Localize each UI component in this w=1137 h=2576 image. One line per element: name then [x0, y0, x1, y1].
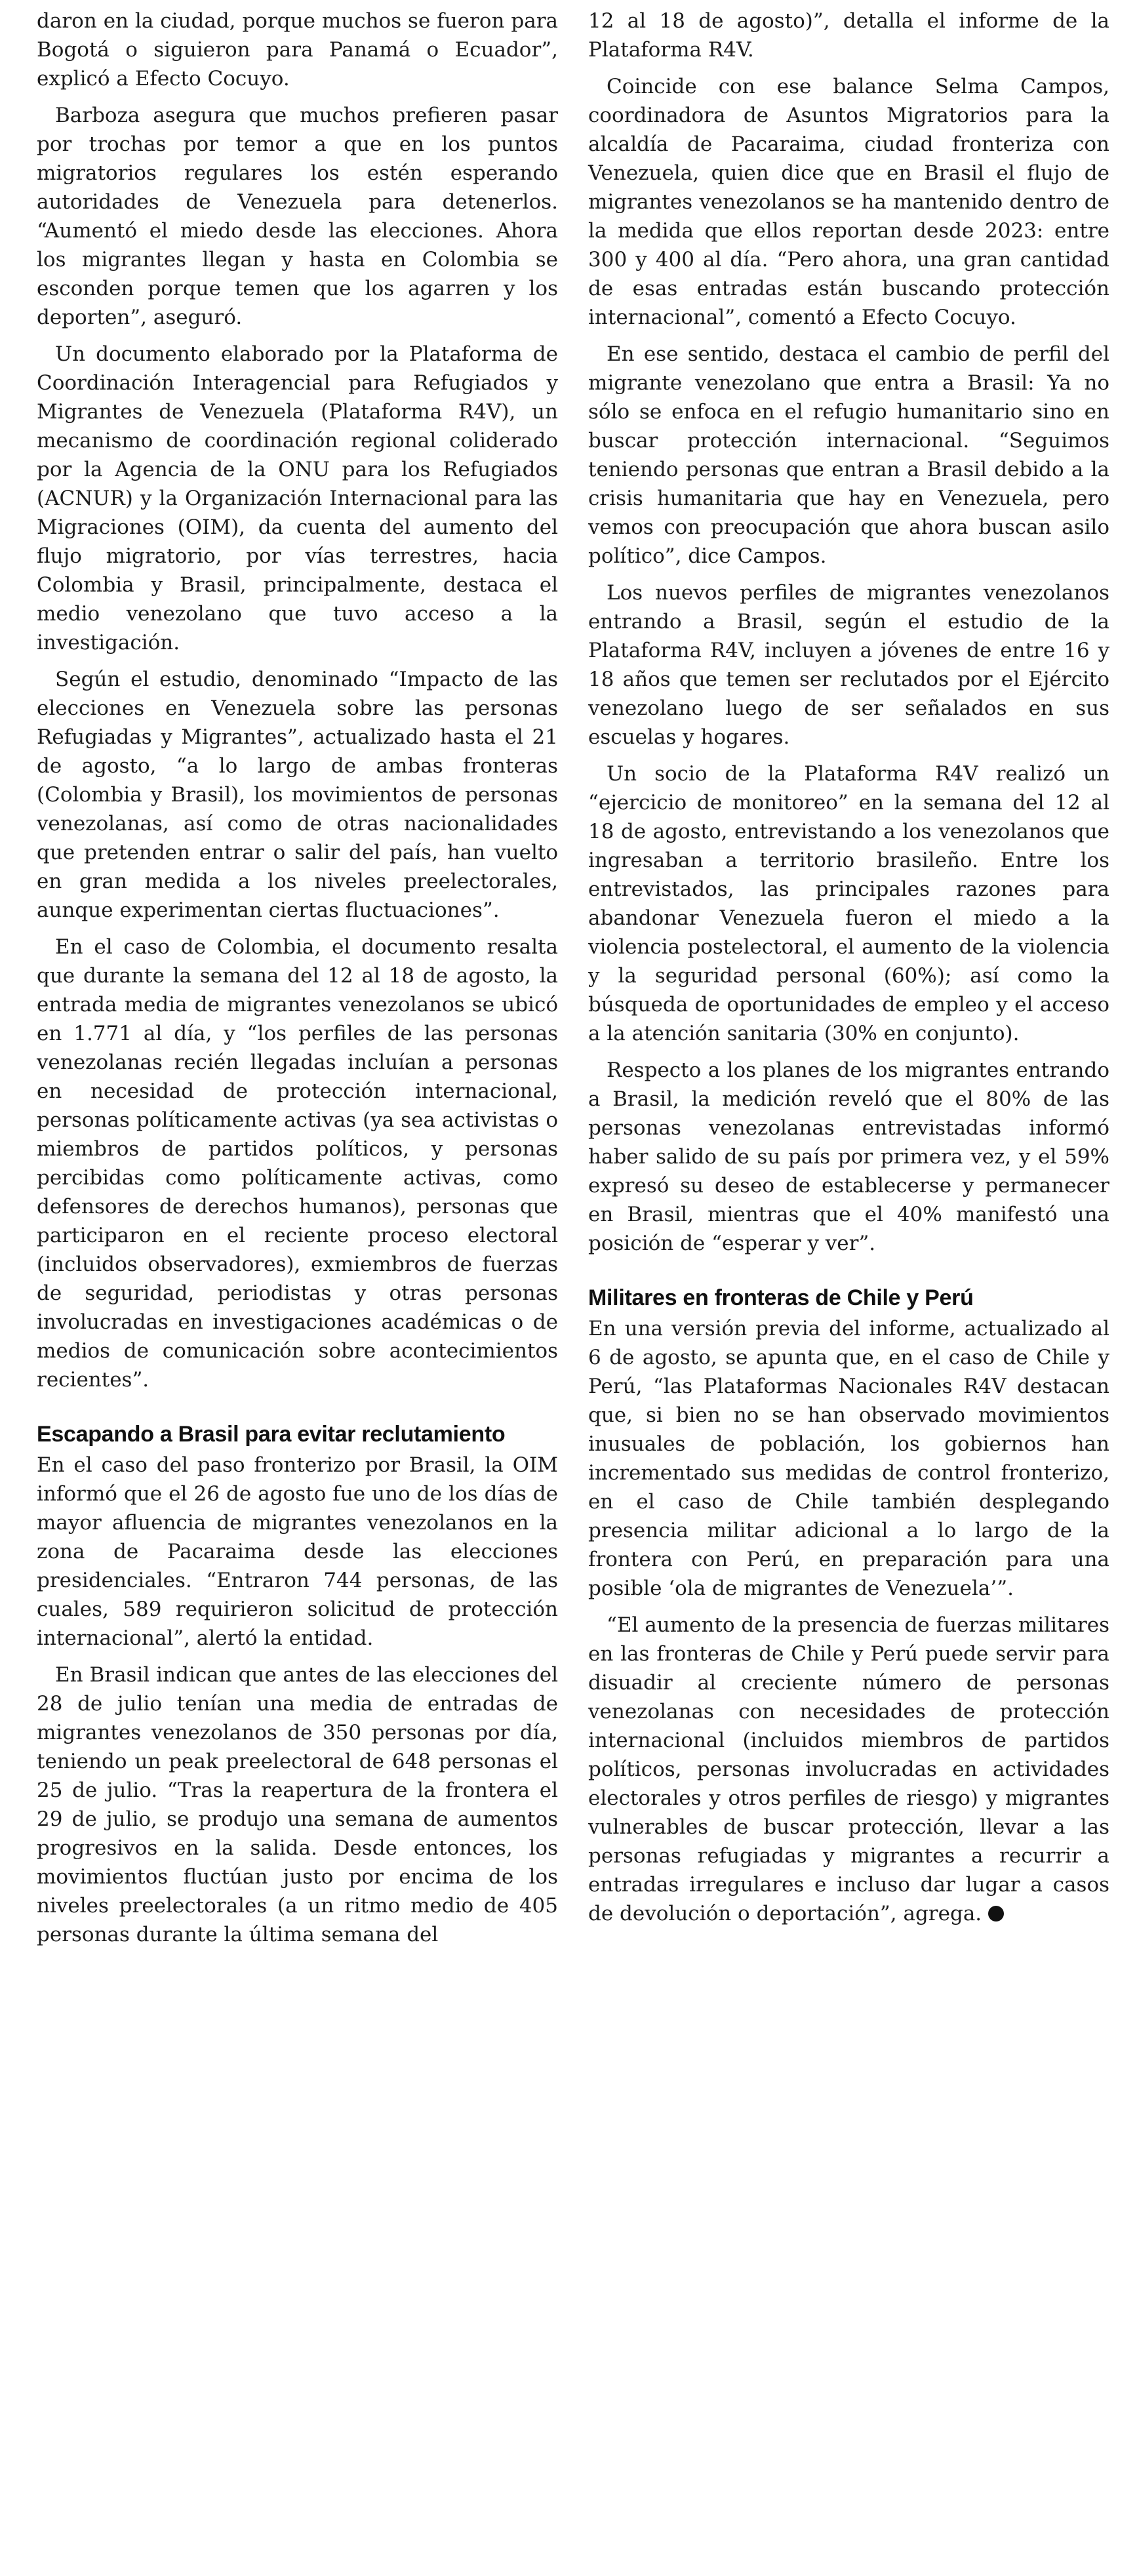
section-heading: Escapando a Brasil para evitar reclutamiento	[37, 1422, 506, 1447]
paragraph: En el caso del paso fronterizo por Brasil, la OIM informó que el 26 de agosto fue uno de los días de mayor afluencia de migrantes venezolanos en la zona de Pacaraima desde las elecciones presidenciales. “Entraron 744 personas, de las cuales, 589 requirieron solicitud de protección internacional”, alertó la entidad.	[37, 1453, 558, 1650]
paragraph-continued: daron en la ciudad, porque muchos se fueron para Bogotá o siguieron para Panamá o Ecuador”, explicó a Efecto Cocuyo.	[37, 9, 558, 91]
right-column	[588, 0, 1109, 2576]
paragraph: En el caso de Colombia, el documento resalta que durante la semana del 12 al 18 de agosto, la entrada media de migrantes venezolanos se ubicó en 1.771 al día, y “los perfiles de las personas venezolanas recién llegadas incluían a personas en necesidad de protección internacional, personas políticamente activas (ya sea activistas o miembros de partidos políticos, y personas percibidas como políticamente activas, como defensores de derechos humanos), personas que participaron en el reciente proceso electoral (incluidos observadores), exmiembros de fuerzas de seguridad, periodistas y otras personas involucradas en investigaciones académicas o de medios de comunicación sobre acontecimientos recientes”.	[37, 935, 558, 1392]
paragraph: Un documento elaborado por la Plataforma de Coordinación Interagencial para Refugiados y Migrantes de Venezuela (Plataforma R4V), un mecanismo de coordinación regional coliderado por la Agencia de la ONU para los Refugiados (ACNUR) y la Organización Internacional para las Migraciones (OIM), da cuenta del aumento del flujo migratorio, por vías terrestres, hacia Colombia y Brasil, principalmente, destaca el medio venezolano que tuvo acceso a la investigación.	[37, 342, 558, 654]
paragraph: Coincide con ese balance Selma Campos, coordinadora de Asuntos Migratorios para la alcaldía de Pacaraima, ciudad fronteriza con Venezuela, quien dice que en Brasil el flujo de migrantes venezolanos se ha mantenido dentro de la medida que ellos reportan desde 2023: entre 300 y 400 al día. “Pero ahora, una gran cantidad de esas entradas están buscando protección internacional”, comentó a Efecto Cocuyo.	[588, 75, 1109, 329]
paragraph: En una versión previa del informe, actualizado al 6 de agosto, se apunta que, en el caso de Chile y Perú, “las Plataformas Nacionales R4V destacan que, si bien no se han observado movimientos inusuales de población, los gobiernos han incrementado sus medidas de control fronterizo, en el caso de Chile también desplegando presencia militar adicional a lo largo de la frontera con Perú, en preparación para una posible ‘ola de migrantes de Venezuela’”.	[588, 1317, 1109, 1600]
end-of-article-mark-icon	[988, 1906, 1004, 1922]
paragraph: Barboza asegura que muchos prefieren pasar por trochas por temor a que en los puntos migratorios regulares los estén esperando autoridades de Venezuela para detenerlos. “Aumentó el miedo desde las elecciones. Ahora los migrantes llegan y hasta en Colombia se esconden porque temen que los agarren y los deporten”, aseguró.	[37, 104, 558, 329]
section-heading: Militares en fronteras de Chile y Perú	[588, 1285, 974, 1310]
paragraph: Los nuevos perfiles de migrantes venezolanos entrando a Brasil, según el estudio de la Plataforma R4V, incluyen a jóvenes de entre 16 y 18 años que temen ser reclutados por el Ejército venezolano luego de ser señalados en sus escuelas y hogares.	[588, 581, 1109, 749]
paragraph-continued: 12 al 18 de agosto)”, detalla el informe de la Plataforma R4V.	[588, 9, 1109, 62]
final-paragraph-text: “El aumento de la presencia de fuerzas militares en las fronteras de Chile y Perú puede servir para disuadir al creciente número de personas venezolanas con necesidades de protección internacional (incluidos miembros de partidos políticos, personas involucradas en actividades electorales y otros perfiles de riesgo) y migrantes vulnerables de buscar protección, llevar a las personas refugiadas y migrantes a recurrir a entradas irregulares e incluso dar lugar a casos de devolución o deportación”, agrega.	[588, 1613, 1109, 1925]
paragraph: Un socio de la Plataforma R4V realizó un “ejercicio de monitoreo” en la semana del 12 al 18 de agosto, entrevistando a los venezolanos que ingresaban a territorio brasileño. Entre los entrevistados, las principales razones para abandonar Venezuela fueron el miedo a la violencia postelectoral, el aumento de la violencia y la seguridad personal (60%); así como la búsqueda de oportunidades de empleo y el acceso a la atención sanitaria (30% en conjunto).	[588, 762, 1109, 1045]
paragraph: En ese sentido, destaca el cambio de perfil del migrante venezolano que entra a Brasil: Ya no sólo se enfoca en el refugio humanitario sino en buscar protección internacional. “Seguimos teniendo personas que entran a Brasil debido a la crisis humanitaria que hay en Venezuela, pero vemos con preocupación que ahora buscan asilo político”, dice Campos.	[588, 342, 1109, 568]
paragraph-final	[588, 1611, 1109, 1928]
left-column	[37, 0, 558, 2576]
paragraph: En Brasil indican que antes de las elecciones del 28 de julio tenían una media de entradas de migrantes venezolanos de 350 personas por día, teniendo un peak preelectoral de 648 personas el 25 de julio. “Tras la reapertura de la frontera el 29 de julio, se produjo una semana de aumentos progresivos en la salida. Desde entonces, los movimientos fluctúan justo por encima de los niveles preelectorales (a un ritmo medio de 405 personas durante la última semana del	[37, 1663, 558, 1946]
paragraph: Según el estudio, denominado “Impacto de las elecciones en Venezuela sobre las personas Refugiadas y Migrantes”, actualizado hasta el 21 de agosto, “a lo largo de ambas fronteras (Colombia y Brasil), los movimientos de personas venezolanas, así como de otras nacionalidades que pretenden entrar o salir del país, han vuelto en gran medida a los niveles preelectorales, aunque experimentan ciertas fluctuaciones”.	[37, 668, 558, 922]
paragraph: Respecto a los planes de los migrantes entrando a Brasil, la medición reveló que el 80% de las personas venezolanas entrevistadas informó haber salido de su país por primera vez, y el 59% expresó su deseo de establecerse y permanecer en Brasil, mientras que el 40% manifestó una posición de “esperar y ver”.	[588, 1058, 1109, 1255]
